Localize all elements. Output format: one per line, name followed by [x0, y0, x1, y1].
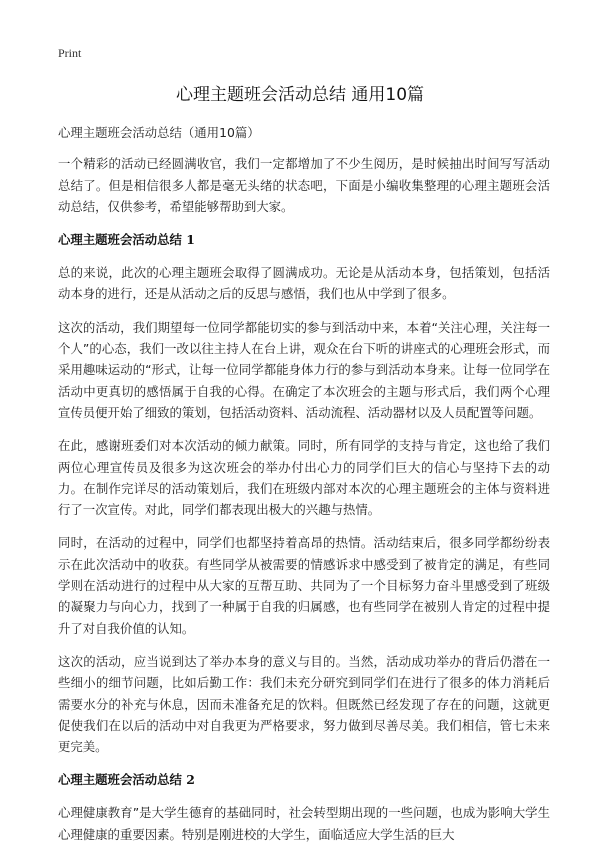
paragraph: 心理健康教育”是大学生德育的基础同时，社会转型期出现的一些问题，也成为影响大学生心理健康的重要因素。特别是刚进校的大学生，面临适应大学生活的巨大 [58, 805, 550, 842]
paragraph: 同时，在活动的过程中，同学们也都坚持着高昂的热情。活动结束后，很多同学都纷纷表示在此次活动中的收获。有些同学从被需要的情感诉求中感受到了被肯定的满足，有些同学则在活动进行的过程中从大家的互帮互助、共同为了一个目标努力奋斗里感受到了班级的凝聚力与向心力，找到了一种属于自我的归属感，也有些同学在被别人肯定的过程中提升了对自我价值的认知。 [58, 535, 550, 636]
page-title: 心理主题班会活动总结 通用10篇 [175, 85, 425, 105]
document-subtitle: 心理主题班会活动总结（通用10篇） [58, 125, 260, 140]
intro-paragraph: 一个精彩的活动已经圆满收官，我们一定都增加了不少生阅历，是时候抽出时间写写活动总结了。但是相信很多人都是毫无头绪的状态吧，下面是小编收集整理的心理主题班会活动总结，仅供参考，希望能够帮助到大家。 [58, 156, 550, 214]
print-link[interactable]: Print [58, 46, 82, 60]
paragraph: 总的来说，此次的心理主题班会取得了圆满成功。无论是从活动本身，包括策划，包括活动本身的进行，还是从活动之后的反思与感悟，我们也从中学到了很多。 [58, 265, 550, 302]
paragraph: 这次的活动，应当说到达了举办本身的意义与目的。当然，活动成功举办的背后仍潜在一些细小的细节问题，比如后勤工作：我们未充分研究到同学们在进行了很多的体力消耗后需要水分的补充与休息，因而未准备充足的饮料。但既然已经发现了存在的问题，这就更促使我们在以后的活动中对自我更为严格要求，努力做到尽善尽美。我们相信，管七未来更完美。 [58, 653, 550, 755]
paragraph: 这次的活动，我们期望每一位同学都能切实的参与到活动中来，本着“关注心理，关注每一个人”的心态，我们一改以往主持人在台上讲，观众在台下听的讲座式的心理班会形式，而采用趣味运动的“形式，让每一位同学都能身体力行的参与到活动本身来。让每一位同学在活动中更真切的感悟属于自我的心得。在确定了本次班会的主题与形式后，我们两个心理宣传员便开始了细致的策划，包括活动资料、活动流程、活动器材以及人员配置等问题。 [58, 319, 550, 420]
section-heading: 心理主题班会活动总结 2 [58, 772, 195, 788]
section-heading: 心理主题班会活动总结 1 [58, 232, 195, 248]
paragraph: 在此，感谢班委们对本次活动的倾力献策。同时，所有同学的支持与肯定，这也给了我们两位心理宣传员及很多为这次班会的举办付出心力的同学们巨大的信心与坚持下去的动力。在制作完详尽的活动策划后，我们在班级内部对本次的心理主题班会的主体与资料进行了一次宣传。对此，同学们都表现出极大的兴趣与热情。 [58, 438, 550, 518]
document-body [58, 122, 550, 857]
